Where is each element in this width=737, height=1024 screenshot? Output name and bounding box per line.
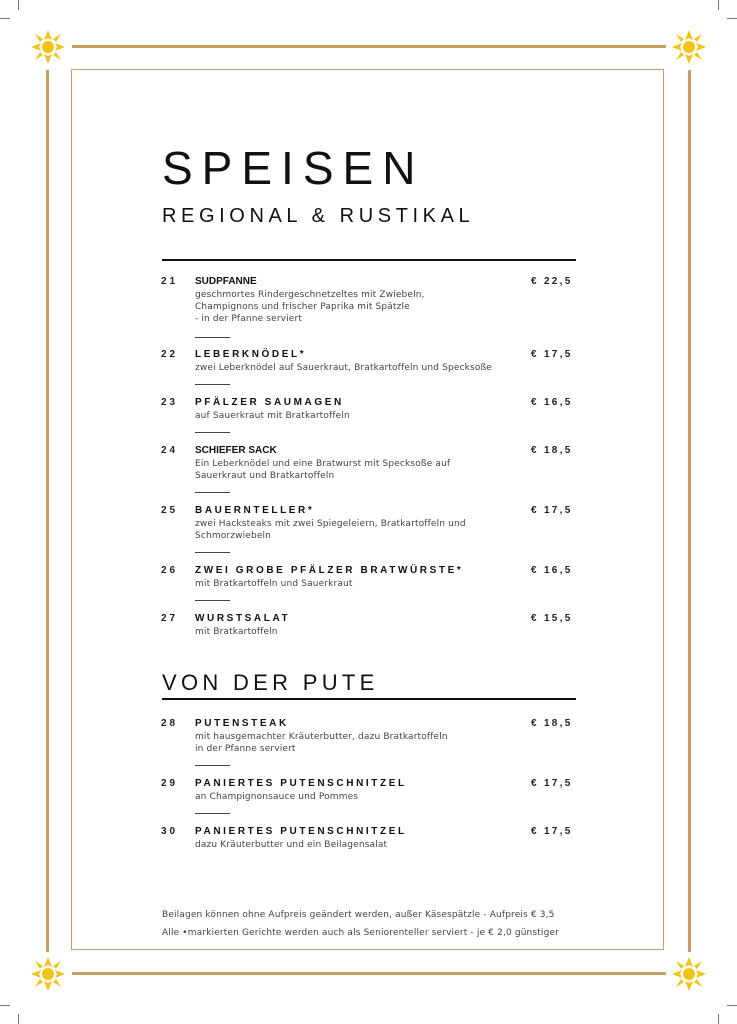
crop-mark <box>727 18 737 19</box>
item-separator <box>195 432 230 433</box>
item-number: 30 <box>161 826 179 837</box>
footer-note: Beilagen können ohne Aufpreis geändert werden, außer Käsespätzle - Aufpreis € 3,5 <box>162 910 555 920</box>
item-separator <box>195 384 230 385</box>
item-description: an Champignonsauce und Pommes <box>195 792 359 802</box>
item-name: PFÄLZER SAUMAGEN <box>195 397 344 408</box>
item-price: € 17,5 <box>531 826 573 837</box>
crop-mark <box>0 18 10 19</box>
item-number: 21 <box>161 276 179 287</box>
item-number: 24 <box>161 445 179 456</box>
corner-ornament-icon <box>670 955 708 993</box>
item-price: € 18,5 <box>531 445 573 456</box>
section-divider <box>162 698 576 700</box>
item-description: dazu Kräuterbutter und ein Beilagensalat <box>195 840 388 850</box>
item-separator <box>195 600 230 601</box>
item-separator <box>195 552 230 553</box>
crop-mark <box>718 0 719 10</box>
item-number: 27 <box>161 613 179 624</box>
item-number: 23 <box>161 397 179 408</box>
frame-line-left <box>46 70 49 952</box>
item-price: € 16,5 <box>531 565 573 576</box>
crop-mark <box>18 1014 19 1024</box>
item-number: 29 <box>161 778 179 789</box>
item-description: zwei Leberknödel auf Sauerkraut, Bratkartoffeln und Specksoße <box>195 363 492 373</box>
item-description: mit Bratkartoffeln und Sauerkraut <box>195 579 353 589</box>
item-number: 28 <box>161 718 179 729</box>
item-separator <box>195 765 230 766</box>
item-number: 26 <box>161 565 179 576</box>
item-price: € 17,5 <box>531 505 573 516</box>
item-price: € 22,5 <box>531 276 573 287</box>
crop-mark <box>0 1005 10 1006</box>
item-description: geschmortes Rindergeschnetzeltes mit Zwiebeln, Champignons und frischer Paprika mit Spätzle - in der Pfanne serviert <box>195 290 425 324</box>
frame-line-bottom <box>72 972 666 975</box>
frame-line-right <box>688 70 691 952</box>
item-name: PANIERTES PUTENSCHNITZEL <box>195 826 407 837</box>
item-separator <box>195 492 230 493</box>
item-name: PANIERTES PUTENSCHNITZEL <box>195 778 407 789</box>
item-price: € 17,5 <box>531 349 573 360</box>
item-name: SUDPFANNE <box>195 276 257 287</box>
item-separator <box>195 813 230 814</box>
item-description: Ein Leberknödel und eine Bratwurst mit Specksoße auf Sauerkraut und Bratkartoffeln <box>195 459 451 481</box>
corner-ornament-icon <box>670 28 708 66</box>
item-name: ZWEI GROBE PFÄLZER BRATWÜRSTE* <box>195 565 464 576</box>
frame-line-top <box>72 45 666 48</box>
item-description: mit hausgemachter Kräuterbutter, dazu Bratkartoffeln in der Pfanne serviert <box>195 732 448 754</box>
crop-mark <box>18 0 19 10</box>
item-number: 25 <box>161 505 179 516</box>
section-title: VON DER PUTE <box>162 670 379 695</box>
page-title: SPEISEN <box>162 142 425 194</box>
item-price: € 16,5 <box>531 397 573 408</box>
inner-frame <box>71 69 664 950</box>
crop-mark <box>718 1014 719 1024</box>
footer-note: Alle •markierten Gerichte werden auch als Seniorenteller serviert - je € 2,0 günstiger <box>162 928 559 938</box>
item-description: auf Sauerkraut mit Bratkartoffeln <box>195 411 350 421</box>
item-name: LEBERKNÖDEL* <box>195 349 307 360</box>
corner-ornament-icon <box>29 955 67 993</box>
item-name: PUTENSTEAK <box>195 718 289 729</box>
item-description: zwei Hacksteaks mit zwei Spiegeleiern, Bratkartoffeln und Schmorzwiebeln <box>195 519 466 541</box>
item-name: SCHIEFER SACK <box>195 445 277 456</box>
item-price: € 15,5 <box>531 613 573 624</box>
item-number: 22 <box>161 349 179 360</box>
item-price: € 17,5 <box>531 778 573 789</box>
item-name: WURSTSALAT <box>195 613 291 624</box>
section-divider <box>162 259 576 261</box>
item-price: € 18,5 <box>531 718 573 729</box>
corner-ornament-icon <box>29 28 67 66</box>
page-subtitle: REGIONAL & RUSTIKAL <box>162 205 475 227</box>
item-separator <box>195 337 230 338</box>
item-description: mit Bratkartoffeln <box>195 627 278 637</box>
item-name: BAUERNTELLER* <box>195 505 315 516</box>
crop-mark <box>727 1005 737 1006</box>
